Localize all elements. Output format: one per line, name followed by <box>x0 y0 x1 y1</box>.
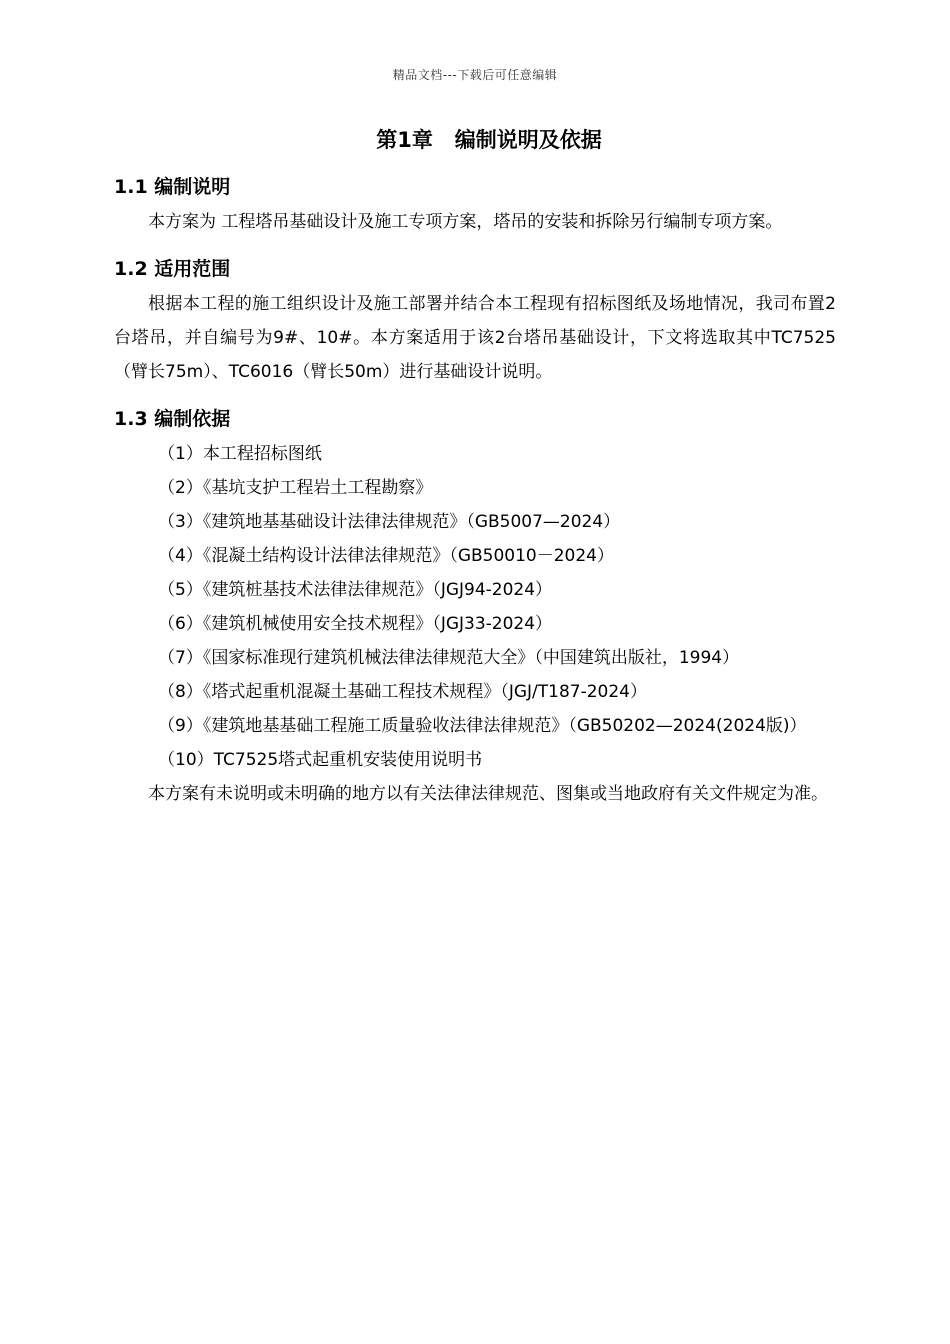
section-body-1-1: 本方案为 工程塔吊基础设计及施工专项方案，塔吊的安装和拆除另行编制专项方案。 <box>148 212 783 232</box>
reference-item-4: （4）《混凝土结构设计法律法律规范》（GB50010－2024） <box>158 546 614 566</box>
page-header: 精品文档---下载后可任意编辑 <box>392 68 558 82</box>
reference-item-5: （5）《建筑桩基技术法律法律规范》（JGJ94-2024） <box>158 580 553 600</box>
reference-item-3: （3）《建筑地基基础设计法律法律规范》（GB5007—2024） <box>158 512 621 532</box>
reference-item-8: （8）《塔式起重机混凝土基础工程技术规程》（JGJ/T187-2024） <box>158 682 647 702</box>
reference-item-9: （9）《建筑地基基础工程施工质量验收法律法律规范》（GB50202—2024(2024版)） <box>158 716 807 736</box>
reference-item-2: （2）《基坑支护工程岩土工程勘察》 <box>158 478 433 498</box>
chapter-title: 第1章 编制说明及依据 <box>376 128 602 152</box>
section-body-1-2: 根据本工程的施工组织设计及施工部署并结合本工程现有招标图纸及场地情况，我司布置2台塔吊，并自编号为9#、10#。本方案适用于该2台塔吊基础设计，下文将选取其中TC7525（臂长75m）、TC6016（臂长50m）进行基础设计说明。 <box>114 294 836 382</box>
section-title-1-1: 1.1 编制说明 <box>114 176 231 198</box>
section-title-1-3: 1.3 编制依据 <box>114 408 231 430</box>
closing-paragraph: 本方案有未说明或未明确的地方以有关法律法律规范、图集或当地政府有关文件规定为准。 <box>148 784 828 804</box>
reference-item-7: （7）《国家标准现行建筑机械法律法律规范大全》（中国建筑出版社，1994） <box>158 648 740 668</box>
reference-item-6: （6）《建筑机械使用安全技术规程》（JGJ33-2024） <box>158 614 553 634</box>
reference-item-1: （1）本工程招标图纸 <box>158 444 322 464</box>
document-body <box>114 169 836 811</box>
section-title-1-2: 1.2 适用范围 <box>114 258 231 280</box>
reference-item-10: （10）TC7525塔式起重机安装使用说明书 <box>158 750 483 770</box>
